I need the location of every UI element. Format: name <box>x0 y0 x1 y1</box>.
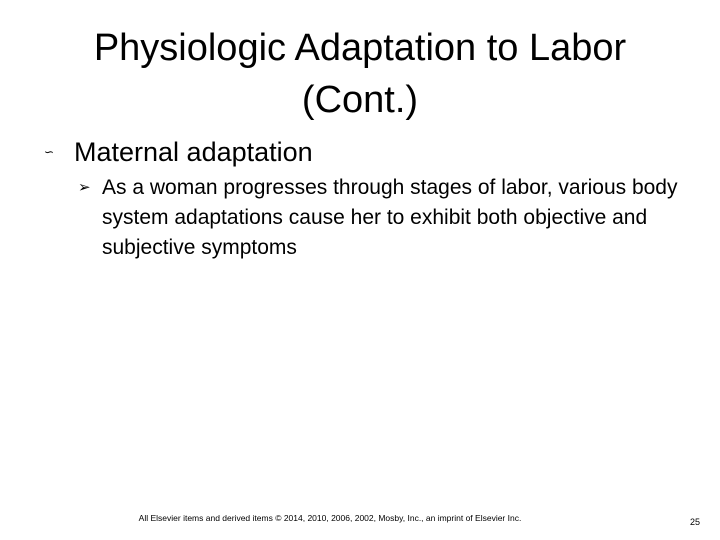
bullet-item <box>44 134 313 170</box>
bullet-text: Maternal adaptation <box>74 137 313 167</box>
page-number: 25 <box>689 517 700 527</box>
copyright-footer: All Elsevier items and derived items © 2014, 2010, 2006, 2002, Mosby, Inc., an imprint of Elsevier Inc. <box>138 513 522 523</box>
sub-bullet-item <box>78 173 678 263</box>
arrow-bullet-icon: ➢ <box>78 179 91 196</box>
slide-title: Physiologic Adaptation to Labor (Cont.) <box>93 27 627 121</box>
wave-bullet-icon: ∽ <box>44 145 55 159</box>
sub-bullet-text: As a woman progresses through stages of labor, various body system adaptations cause her to exhibit both objective and subjective symptoms <box>102 176 678 259</box>
